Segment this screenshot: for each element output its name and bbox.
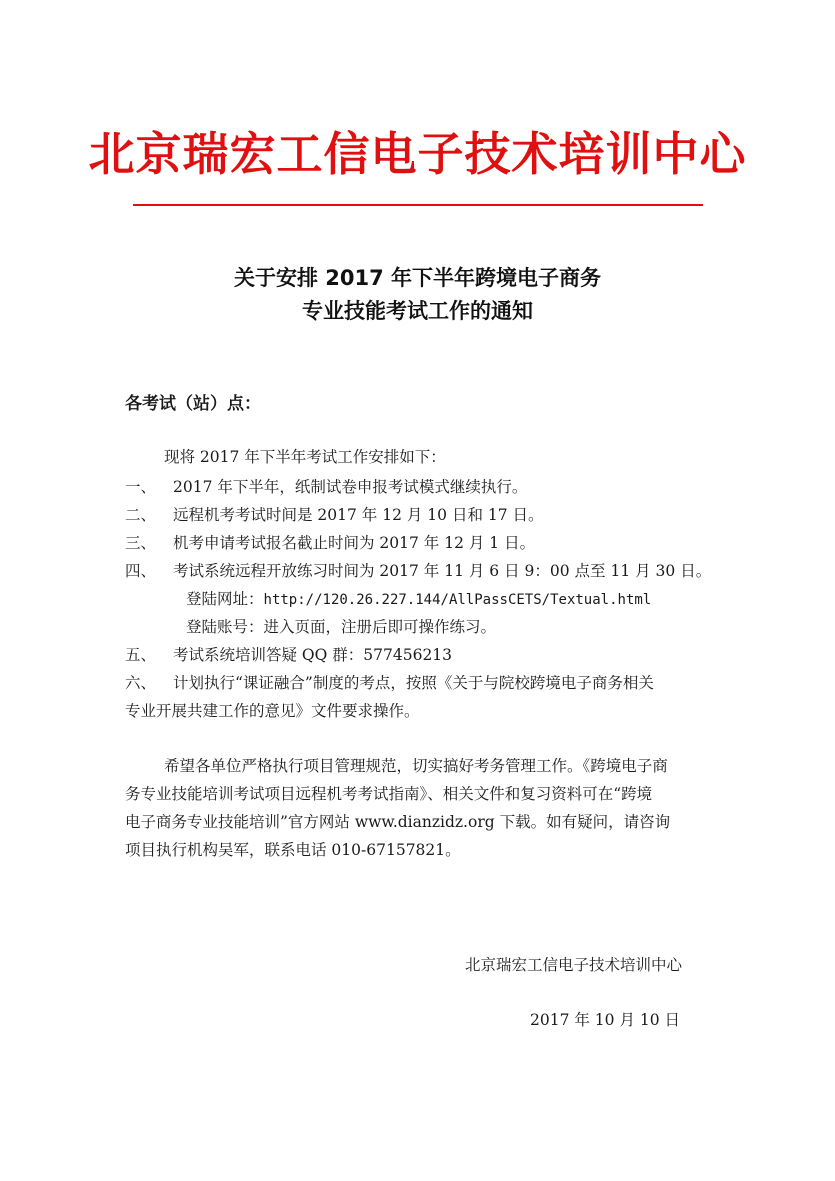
closing-line-3: 电子商务专业技能培训”官方网站 www.dianzidz.org 下载。如有疑问，请咨询 (125, 813, 671, 831)
list-item-number: 一、 (125, 478, 157, 496)
list-item-3 (125, 533, 535, 553)
list-item-1 (125, 477, 527, 497)
list-item-number: 三、 (125, 534, 157, 552)
list-item-4 (125, 561, 711, 581)
org-title: 北京瑞宏工信电子技术培训中心 (88, 127, 747, 181)
list-item-text: 考试系统培训答疑 QQ 群：577456213 (173, 646, 453, 664)
login-url-label: 登陆网址： (186, 590, 264, 608)
list-item-number: 四、 (125, 562, 157, 580)
red-divider (133, 204, 703, 206)
list-item-6-continuation: 专业开展共建工作的意见》文件要求操作。 (125, 702, 420, 720)
list-item-number: 五、 (125, 646, 157, 664)
list-item-text: 机考申请考试报名截止时间为 2017 年 12 月 1 日。 (173, 534, 536, 552)
issue-date: 2017 年 10 月 10 日 (530, 1011, 681, 1029)
closing-line-1: 希望各单位严格执行项目管理规范，切实搞好考务管理工作。《跨境电子商 (164, 757, 668, 775)
signature: 北京瑞宏工信电子技术培训中心 (465, 956, 683, 974)
closing-line-2: 务专业技能培训考试项目远程机考考试指南》、相关文件和复习资料可在“跨境 (125, 785, 653, 803)
list-item-number: 二、 (125, 506, 157, 524)
notice-title-line-2: 专业技能考试工作的通知 (302, 299, 533, 323)
notice-title-line-1: 关于安排 2017 年下半年跨境电子商务 (233, 266, 602, 290)
list-item-6 (125, 673, 654, 693)
list-item-text: 计划执行“课证融合”制度的考点，按照《关于与院校跨境电子商务相关 (173, 674, 654, 692)
list-item-text: 考试系统远程开放练习时间为 2017 年 11 月 6 日 9：00 点至 11 月 30 日。 (173, 562, 712, 580)
list-item-text: 远程机考考试时间是 2017 年 12 月 10 日和 17 日。 (173, 506, 544, 524)
closing-line-4: 项目执行机构吴军，联系电话 010-67157821。 (125, 841, 461, 859)
intro-text: 现将 2017 年下半年考试工作安排如下： (164, 448, 446, 466)
list-item-2 (125, 505, 544, 525)
login-account-line: 登陆账号：进入页面，注册后即可操作练习。 (186, 618, 497, 636)
login-url-line (186, 589, 651, 610)
login-url[interactable]: http://120.26.227.144/AllPassCETS/Textual.html (263, 592, 652, 608)
list-item-5 (125, 645, 452, 665)
list-item-number: 六、 (125, 674, 157, 692)
notice-title (0, 262, 835, 328)
salutation: 各考试（站）点： (125, 394, 261, 414)
list-item-text: 2017 年下半年，纸制试卷申报考试模式继续执行。 (173, 478, 528, 496)
